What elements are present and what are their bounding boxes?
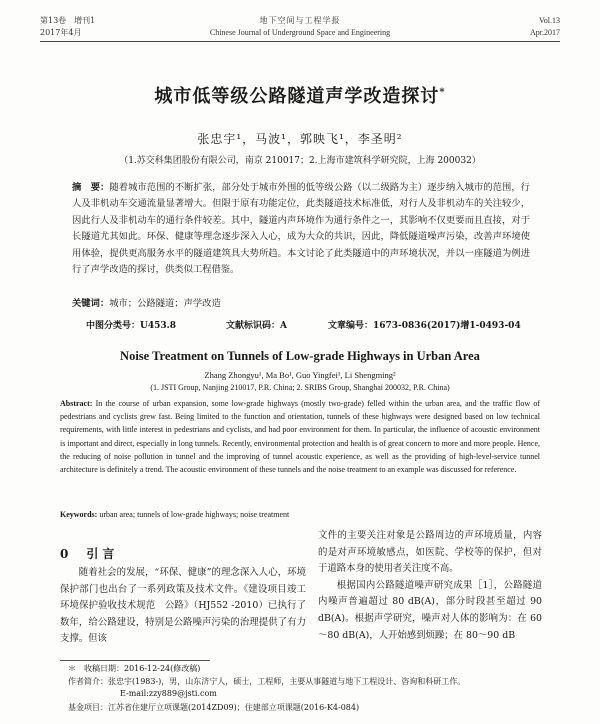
section-title: 引言 xyxy=(86,547,119,561)
paper-title-cn-text: 城市低等级公路隧道声学改造探讨 xyxy=(154,86,440,107)
header-volume-en: Vol.13 xyxy=(539,16,560,25)
abstract-cn xyxy=(72,180,530,278)
keywords-cn-label: 关键词： xyxy=(72,298,110,309)
paper-title-cn xyxy=(0,82,600,108)
header-journal-cn: 地下空间与工程学报 xyxy=(259,16,341,25)
abstract-en-text: In the course of urban expansion, some low-grade highways (mostly two-grade) felled within the urban area, and the traffic flow of pedestrians and cyclists grew fast. Being limited to the function and orientation, tunnels of these highways were designed based on low technical requirements, with little interest in pedestrians and cyclists, and had poor environment for them. In particular, the influence of acoustic environment is important and direct, especially in long tunnels. Recently, environmental protection and health is of great concern to more and more people. Hence, the reducing of noise pollution in tunnel and the improving of tunnel acoustic experience, as well as the providing of high-level-service tunnel architecture is definitely a trend. The acoustic environment of these tunnels and the noise treatment to an example was discussed for reference. xyxy=(60,399,540,475)
header-journal-en: Chinese Journal of Underground Space and Engineering xyxy=(209,28,391,37)
footnote-fund: 基金项目：江苏省住建厅立项课题(2014ZD09)；住建部立项课题(2016-K4-084) xyxy=(68,703,360,712)
header-rule xyxy=(40,41,560,42)
footnote-email: E-mail:zzy889@jsti.com xyxy=(120,689,217,698)
header-date-cn: 2017年4月 xyxy=(40,28,82,37)
keywords-en-text: urban area; tunnels of low-grade highways; noise treatment xyxy=(97,510,290,519)
keywords-cn-text: 城市；公路隧道；声学改造 xyxy=(109,298,221,309)
abstract-en-label: Abstract: xyxy=(60,399,93,408)
header-date-en: Apr.2017 xyxy=(530,28,560,37)
intro-right-paragraph-2: 根据国内公路隧道噪声研究成果［1］，公路隧道内噪声普遍超过 80 dB(A)，部分时段甚至超过 90 dB(A)。根据声学研究，噪声对人体的影响为：在 60～80 dB(A)，人开始感到烦躁；在 80～90 dB xyxy=(318,579,542,641)
keywords-en-label: Keywords: xyxy=(60,510,98,519)
footnote-rule xyxy=(60,660,210,661)
keywords-en xyxy=(60,510,289,519)
article-number: 文章编号：1673-0836(2017)增1-0493-04 xyxy=(328,321,521,331)
intro-column-left: 随着社会的发展，“环保、健康”的理念深入人心，环境保护部门也出台了一系列政策及技术文件。《建设项目竣工环境保护验收技术规范 公路》（HJ552 -2010）已执行了数年，给公路建设，特别是公路噪声污染的治理提供了有力支撑。但该 xyxy=(60,567,306,645)
abstract-en xyxy=(60,397,540,476)
authors-cn: 张忠宇¹，马波¹，郭映飞¹，李圣明² xyxy=(197,132,403,146)
document-code: 文献标识码：A xyxy=(226,321,287,331)
header-volume-cn: 第13卷 增刊1 xyxy=(40,16,96,25)
affiliations-en: (1. JSTI Group, Nanjing 210017, P.R. China; 2. SRIBS Group, Shanghai 200032, P.R. China) xyxy=(150,383,450,392)
title-footnote-mark: * xyxy=(439,87,446,98)
intro-column-right xyxy=(318,528,542,644)
abstract-cn-label: 摘 要： xyxy=(72,182,110,193)
footnote-author-bio: 作者简介：张忠宇(1983-)，男，山东济宁人，硕士，工程师，主要从事隧道与地下工程设计、咨询和科研工作。 xyxy=(68,677,466,686)
clc-number: 中图分类号：U453.8 xyxy=(86,321,177,331)
section-heading xyxy=(60,545,118,562)
authors-en: Zhang Zhongyu¹, Ma Bo¹, Guo Yingfei¹, Li Shengming² xyxy=(204,370,396,380)
intro-right-paragraph-1: 文件的主要关注对象是公路周边的声环境质量，内容的是对声环境敏感点，如医院、学校等的保护，但对于道路本身的使用者关注度不高。 xyxy=(318,530,542,575)
keywords-cn xyxy=(72,295,221,309)
affiliations-cn: （1.苏交科集团股份有限公司，南京 210017；2.上海市建筑科学研究院，上海 200032） xyxy=(119,156,481,166)
paper-title-en: Noise Treatment on Tunnels of Low-grade Highways in Urban Area xyxy=(120,349,480,363)
section-number: 0 xyxy=(60,547,69,561)
footnote-received: ＊ 收稿日期：2016-12-24(修改稿) xyxy=(68,664,201,673)
abstract-cn-text: 随着城市范围的不断扩张，部分处于城市外围的低等级公路（以二级路为主）逐步纳入城市的范围，行人及非机动车交通流量显著增大。但限于原有功能定位，此类隧道技术标准低，对行人及非机动车的关注较少，因此行人及非机动车的通行条件较差。其中，隧道内声环境作为通行条件之一，其影响不仅更要而且直接，对于长隧道尤其如此。环保、健康等理念逐步深入人心，成为大众的共识，因此，降低隧道噪声污染，改善声环境使用体验，提供更高服务水平的隧道建筑具大势所趋。本文讨论了此类隧道中的声环境状况，并以一座隧道为例进行了声学改造的探讨，供类似工程借鉴。 xyxy=(72,182,530,276)
